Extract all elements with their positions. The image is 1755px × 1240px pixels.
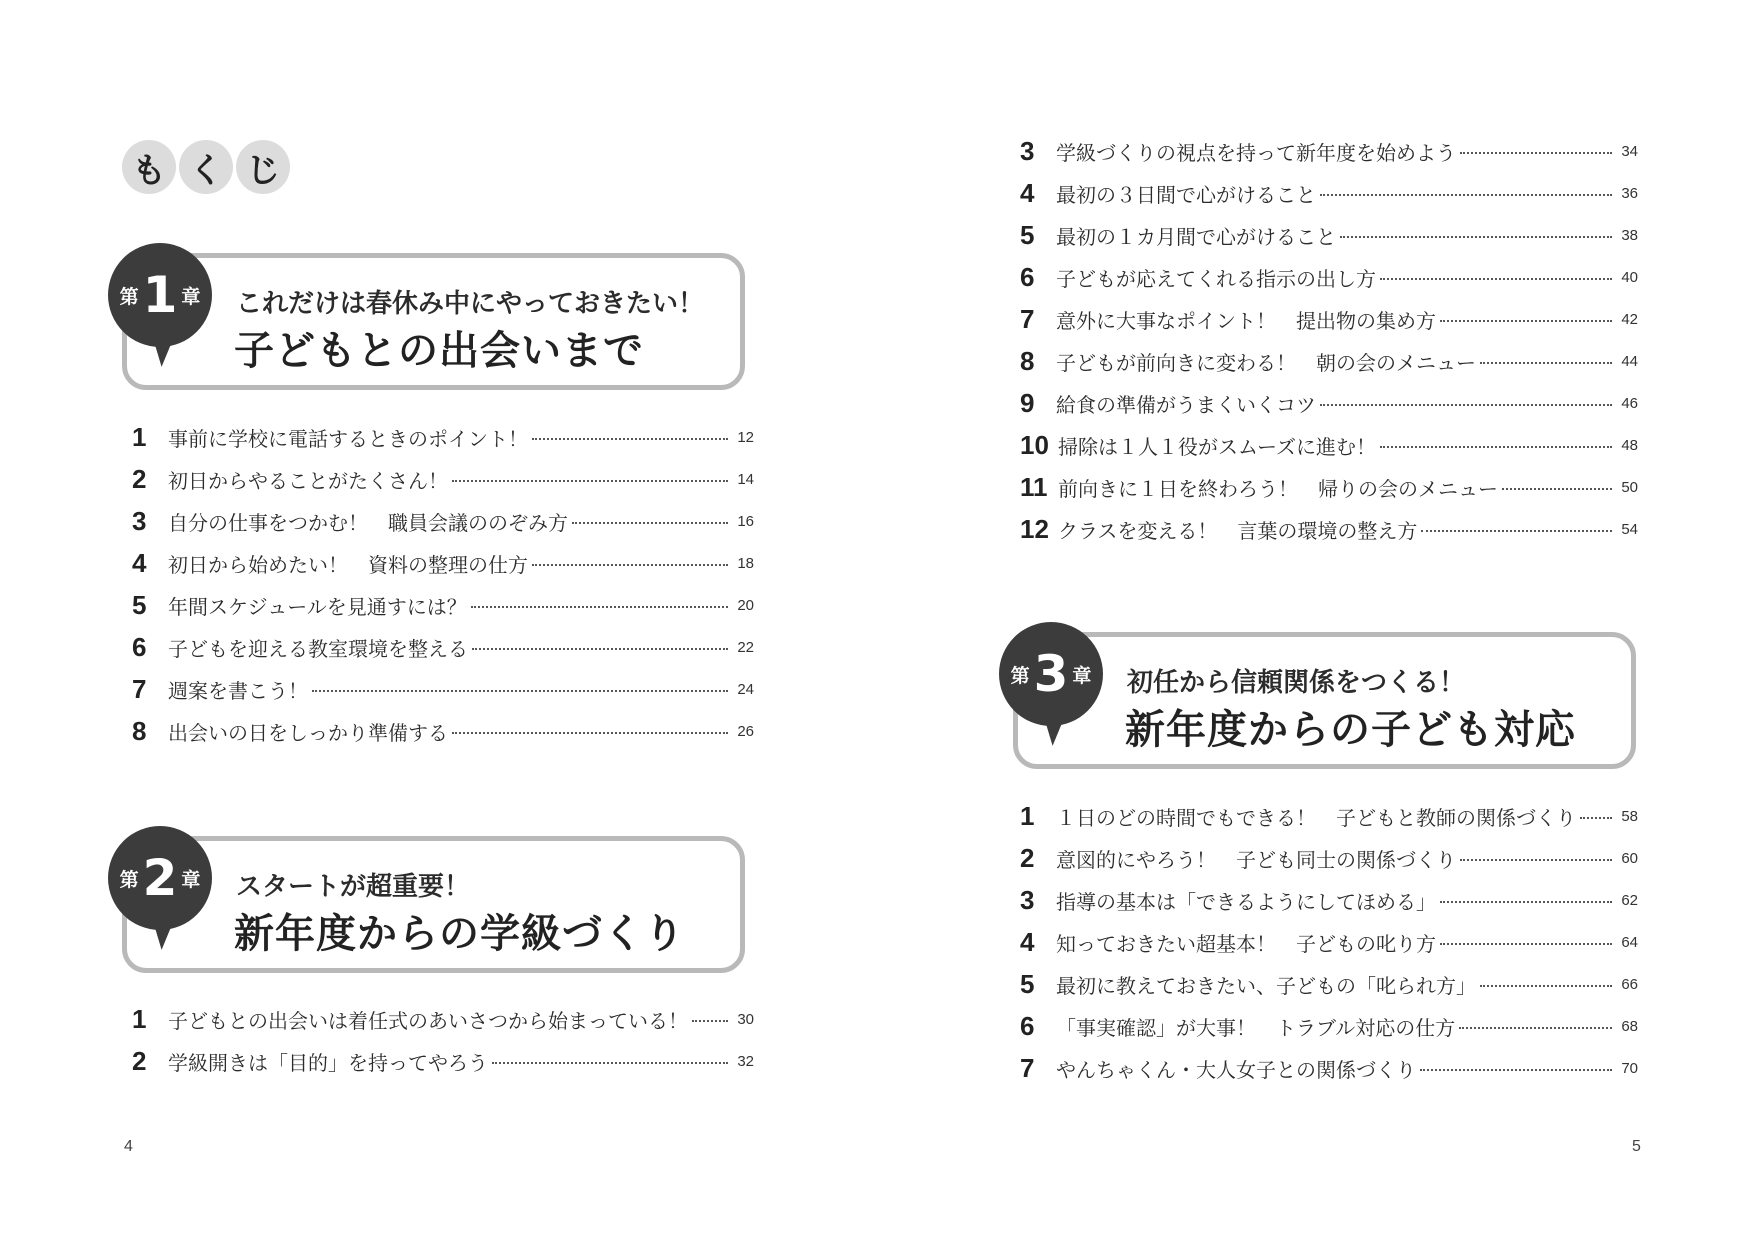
chapter-badge (108, 826, 212, 930)
toc-entry[interactable] (1020, 130, 1638, 172)
toc-entry[interactable] (1020, 382, 1638, 424)
toc-entry-title: 子どもとの出会いは着任式のあいさつから始まっている！ (168, 1008, 688, 1033)
badge-number: 2 (142, 849, 178, 907)
toc-entry[interactable] (1020, 963, 1638, 1005)
toc-entry-page: 26 (737, 722, 754, 740)
toc-entry-title: 事前に学校に電話するときのポイント！ (168, 426, 528, 451)
toc-entry-number: 12 (1020, 513, 1049, 544)
chapter-title: 子どもとの出会いまで (234, 328, 644, 374)
toc-entry-number: 5 (1020, 968, 1035, 999)
toc-entry-number: 2 (132, 463, 147, 494)
toc-entry-title: 初日から始めたい！ 資料の整理の仕方 (168, 552, 528, 577)
toc-entry-number: 4 (1020, 926, 1035, 957)
chapter-badge (999, 622, 1103, 726)
toc-leader-dots (1320, 404, 1612, 406)
toc-leader-dots (1459, 1027, 1612, 1029)
toc-entry[interactable] (132, 500, 754, 542)
toc-leader-dots (1340, 236, 1612, 238)
toc-entry-number: 11 (1020, 471, 1048, 502)
toc-entry-title: 週案を書こう！ (168, 678, 308, 703)
toc-entry-title: 掃除は１人１役がスムーズに進む！ (1058, 434, 1376, 459)
toc-entry-page: 38 (1621, 226, 1638, 244)
toc-entry-page: 66 (1621, 975, 1638, 993)
toc-entry-title: 最初の３日間で心がけること (1056, 182, 1316, 207)
toc-leader-dots (1440, 901, 1612, 903)
chapter-title: 新年度からの学級づくり (234, 911, 685, 957)
toc-leader-dots (532, 438, 728, 440)
toc-entry-page: 58 (1621, 807, 1638, 825)
toc-entry[interactable] (1020, 837, 1638, 879)
toc-entry-title: やんちゃくん・大人女子との関係づくり (1056, 1057, 1416, 1082)
toc-entry-title: 子どもが前向きに変わる！ 朝の会のメニュー (1056, 350, 1476, 375)
toc-entry-number: 4 (132, 547, 147, 578)
toc-entry-title: 最初の１カ月間で心がけること (1056, 224, 1336, 249)
toc-leader-dots (1460, 859, 1612, 861)
toc-entry[interactable] (132, 1040, 754, 1082)
toc-entry[interactable] (132, 998, 754, 1040)
badge-sho: 章 (181, 868, 201, 891)
toc-entry-page: 68 (1621, 1017, 1638, 1035)
toc-entry-title: 前向きに１日を終わろう！ 帰りの会のメニュー (1058, 476, 1498, 501)
toc-leader-dots (492, 1062, 728, 1064)
toc-entry[interactable] (132, 542, 754, 584)
toc-leader-dots (471, 606, 728, 608)
toc-leader-dots (1421, 530, 1612, 532)
toc-leader-dots (1380, 278, 1612, 280)
toc-entry[interactable] (132, 584, 754, 626)
toc-entry-page: 14 (737, 470, 754, 488)
toc-entry-page: 18 (737, 554, 754, 572)
chapter-subtitle: これだけは春休み中にやっておきたい！ (236, 289, 705, 319)
toc-entry-title: 学級開きは「目的」を持ってやろう (168, 1050, 488, 1075)
toc-entry-number: 2 (1020, 842, 1035, 873)
chapter-2-list-right (1020, 130, 1638, 550)
toc-leader-dots (1420, 1069, 1612, 1071)
toc-entry-number: 7 (132, 673, 147, 704)
toc-entry-title: 自分の仕事をつかむ！ 職員会議ののぞみ方 (168, 510, 568, 535)
toc-entry-title: 知っておきたい超基本！ 子どもの叱り方 (1056, 931, 1436, 956)
title-chip: く (179, 140, 233, 194)
chapter-1-list (132, 416, 754, 752)
right-page (878, 0, 1755, 1240)
toc-entry-page: 54 (1621, 520, 1638, 538)
toc-entry-title: 年間スケジュールを見通すには？ (168, 594, 467, 619)
toc-entry-title: 最初に教えておきたい、子どもの「叱られ方」 (1056, 973, 1476, 998)
toc-entry-number: 1 (1020, 800, 1035, 831)
toc-entry-page: 36 (1621, 184, 1638, 202)
toc-leader-dots (1502, 488, 1612, 490)
toc-leader-dots (312, 690, 728, 692)
toc-entry-title: 出会いの日をしっかり準備する (168, 720, 448, 745)
toc-entry[interactable] (132, 416, 754, 458)
toc-entry-page: 40 (1621, 268, 1638, 286)
toc-entry-title: １日のどの時間でもできる！ 子どもと教師の関係づくり (1056, 805, 1576, 830)
toc-entry[interactable] (1020, 172, 1638, 214)
toc-entry[interactable] (1020, 340, 1638, 382)
title-chip: じ (236, 140, 290, 194)
toc-entry[interactable] (1020, 298, 1638, 340)
toc-entry-page: 50 (1621, 478, 1638, 496)
toc-entry[interactable] (1020, 214, 1638, 256)
toc-entry-page: 44 (1621, 352, 1638, 370)
toc-leader-dots (1580, 817, 1612, 819)
toc-entry-page: 16 (737, 512, 754, 530)
toc-entry[interactable] (132, 626, 754, 668)
toc-entry-number: 7 (1020, 303, 1035, 334)
chapter-subtitle: スタートが超重要！ (236, 872, 471, 902)
toc-leader-dots (472, 648, 728, 650)
badge-dai: 第 (119, 285, 139, 308)
toc-entry-number: 8 (132, 715, 147, 746)
toc-entry-page: 32 (737, 1052, 754, 1070)
page-number-right: 5 (1632, 1138, 1641, 1155)
toc-entry-number: 4 (1020, 177, 1035, 208)
toc-entry-number: 1 (132, 421, 147, 452)
toc-entry-title: 給食の準備がうまくいくコツ (1056, 392, 1316, 417)
toc-leader-dots (452, 480, 728, 482)
toc-entry-page: 24 (737, 680, 754, 698)
toc-entry-number: 3 (132, 505, 147, 536)
badge-sho: 章 (1072, 664, 1092, 687)
toc-entry-page: 42 (1621, 310, 1638, 328)
toc-entry-number: 3 (1020, 884, 1035, 915)
toc-entry-page: 62 (1621, 891, 1638, 909)
toc-entry[interactable] (1020, 508, 1638, 550)
toc-entry-page: 64 (1621, 933, 1638, 951)
toc-leader-dots (532, 564, 728, 566)
toc-entry[interactable] (1020, 256, 1638, 298)
chapter-title: 新年度からの子ども対応 (1125, 707, 1576, 753)
chapter-3-list (1020, 795, 1638, 1089)
toc-entry-title: 子どもが応えてくれる指示の出し方 (1056, 266, 1376, 291)
toc-leader-dots (1440, 943, 1612, 945)
toc-entry-number: 1 (132, 1003, 147, 1034)
toc-entry-title: クラスを変える！ 言葉の環境の整え方 (1058, 518, 1418, 543)
toc-entry-page: 30 (737, 1010, 754, 1028)
toc-entry[interactable] (132, 458, 754, 500)
toc-entry[interactable] (1020, 921, 1638, 963)
toc-entry[interactable] (1020, 1005, 1638, 1047)
toc-leader-dots (1380, 446, 1612, 448)
toc-title (122, 140, 290, 194)
toc-entry-number: 3 (1020, 135, 1035, 166)
toc-entry-number: 5 (132, 589, 147, 620)
badge-dai: 第 (119, 868, 139, 891)
toc-entry-number: 8 (1020, 345, 1035, 376)
badge-number: 3 (1033, 645, 1069, 703)
badge-sho: 章 (181, 285, 201, 308)
toc-entry-title: 子どもを迎える教室環境を整える (168, 636, 468, 661)
toc-entry-page: 48 (1621, 436, 1638, 454)
toc-leader-dots (692, 1020, 728, 1022)
toc-entry-number: 2 (132, 1045, 147, 1076)
toc-entry-title: 意図的にやろう！ 子ども同士の関係づくり (1056, 847, 1456, 872)
toc-entry-title: 指導の基本は「できるようにしてほめる」 (1056, 889, 1436, 914)
toc-entry[interactable] (132, 710, 754, 752)
toc-entry-title: 意外に大事なポイント！ 提出物の集め方 (1056, 308, 1436, 333)
toc-entry-number: 10 (1020, 429, 1049, 460)
toc-entry[interactable] (1020, 1047, 1638, 1089)
toc-entry[interactable] (1020, 879, 1638, 921)
toc-entry[interactable] (1020, 466, 1638, 508)
toc-leader-dots (1480, 985, 1612, 987)
toc-entry-number: 6 (132, 631, 147, 662)
toc-entry-page: 12 (737, 428, 754, 446)
toc-entry-number: 9 (1020, 387, 1035, 418)
toc-leader-dots (1320, 194, 1612, 196)
toc-leader-dots (572, 522, 728, 524)
toc-entry[interactable] (1020, 795, 1638, 837)
toc-entry-number: 5 (1020, 219, 1035, 250)
chapter-subtitle: 初任から信頼関係をつくる！ (1127, 668, 1466, 698)
toc-leader-dots (452, 732, 728, 734)
toc-entry-page: 70 (1621, 1059, 1638, 1077)
toc-entry-title: 学級づくりの視点を持って新年度を始めよう (1056, 140, 1456, 165)
toc-entry-page: 46 (1621, 394, 1638, 412)
toc-entry-page: 60 (1621, 849, 1638, 867)
toc-entry-title: 初日からやることがたくさん！ (168, 468, 448, 493)
toc-entry-number: 7 (1020, 1052, 1035, 1083)
badge-dai: 第 (1010, 664, 1030, 687)
toc-entry-page: 22 (737, 638, 754, 656)
toc-entry-title: 「事実確認」が大事！ トラブル対応の仕方 (1056, 1015, 1456, 1040)
toc-leader-dots (1480, 362, 1612, 364)
page-number-left: 4 (124, 1138, 133, 1155)
chapter-badge (108, 243, 212, 347)
toc-leader-dots (1460, 152, 1612, 154)
toc-entry-number: 6 (1020, 1010, 1035, 1041)
chapter-2-list-left (132, 998, 754, 1082)
toc-entry-page: 34 (1621, 142, 1638, 160)
toc-entry-number: 6 (1020, 261, 1035, 292)
badge-number: 1 (142, 266, 178, 324)
toc-entry-page: 20 (737, 596, 754, 614)
toc-leader-dots (1440, 320, 1612, 322)
title-chip: も (122, 140, 176, 194)
toc-entry[interactable] (1020, 424, 1638, 466)
toc-entry[interactable] (132, 668, 754, 710)
